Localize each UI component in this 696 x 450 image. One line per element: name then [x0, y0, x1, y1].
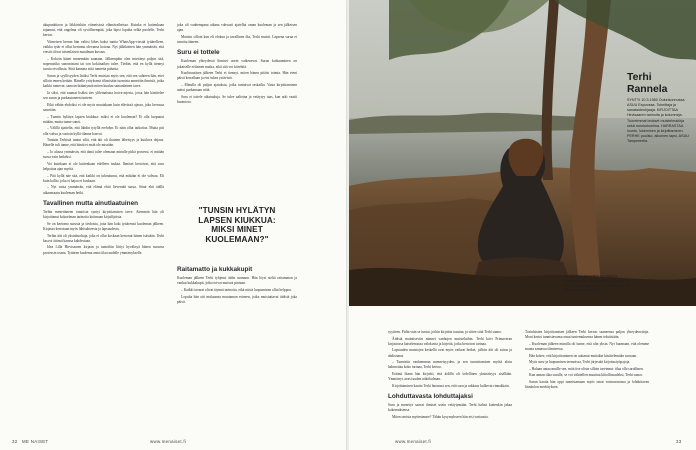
body-paragraph: – Välillä ajattelin, että lähdin tytyllä erehdyn. Ei näin ollut tarkoitus. Mutta piti olla vahva ja vastoin kyllä tilanne kasvoi. — [43, 126, 164, 136]
page-folio-left — [12, 439, 48, 444]
body-paragraph: Lopulta hän otti mukaansa muutaman esineen, jotka muistuttavat äidistä joka päivä. — [177, 294, 297, 304]
body-paragraph: – Minulla oli paljon ajatuksia, jotka tuntuivat raskailta. Vasta kirjoittaminen auttoi purkamaan niitä. — [177, 83, 297, 93]
section-heading: Raitamatto ja kukkakupit — [177, 266, 253, 273]
body-paragraph: – Jo alussa ymmärsin, että tämä tulee olemaan minulle pitkä prosessi, ei mitään surua vain hetkeksi. — [43, 149, 164, 160]
left-col2-paragraphs-top — [177, 23, 297, 45]
body-paragraph: Kuoleman yhteydessä ihmiset usein vaikenevat. Surun kohtaaminen on jokaiselle erilainen matka, eikä sitä voi kiirehtiä. — [177, 59, 297, 69]
body-paragraph: Muistin silloin kun eli elokuu ja tavallinen ilta, Terhi muisti. Lapsena surua ei sanottu ääneen. — [177, 34, 297, 44]
body-paragraph: Terhin äiti oli yksinhuoltaja, joka ei ollut koskaan kertonut hänen isästään. Terhi kasvoi äitinsä kanssa kahdestaan. — [43, 233, 164, 243]
body-paragraph: Myös suru-ja luopumisen teemoissa, Terhi järjestää kirjoitustyöpajoja. — [529, 360, 631, 365]
body-paragraph: Voi kuinkaan ei ole kuitenkaan edelleen tuskaa. Ihmiset kertoivat, että suru helpottaa ajan myötä. — [43, 161, 164, 171]
right-col1-paragraphs — [388, 330, 512, 389]
right-col1-paragraphs-2 — [388, 403, 512, 420]
body-paragraph: – Haluan antaa muille sen, mitä itse olisin silloin tarvinnut: tilaa olla surullinen. — [529, 366, 644, 371]
body-paragraph: – Tunnistin vanhemman menneisyyden, ja sen tunnistamisen myötä aloin hahmottaa koko tarinaa, Terhi kertoo. — [388, 360, 512, 370]
body-paragraph: – Kuoleman jälkeen minulla oli tunne, että olin yksin. Nyt huomaan, että olemme monta samassa tilanteessa. — [525, 341, 649, 351]
section-heading: Lohduttavasta lohduttajaksi — [388, 392, 473, 400]
pull-quote-line-2: LAPSEN KIUKKUA: — [198, 215, 276, 225]
body-paragraph: Miten omista myönsimme? Tähän kysymykseen hän etsi vastausta. — [392, 414, 489, 419]
author-description: SYNTYI 10.3.1980 Oulunkonnussa. ASUU Espoossa. Toimittaja ja sanataideohjaaja. KIRJOITTAA Hirvisaaren tarinoita ja kolumneja. Tuoreimmat teokset muistelmakirja sekä runokokoelma. HARRASTAA luonto, lukeminen ja kirjoittaminen. PERHE puoliso, aikuinen lapsi. ASUU Tampereella. — [627, 98, 689, 143]
right-col2-paragraphs — [525, 330, 649, 390]
left-page — [0, 0, 347, 450]
author-bio — [627, 72, 691, 144]
section-heading: Tavallinen mutta ainutlaatuinen — [43, 199, 139, 207]
body-paragraph: Surun kautta hän oppi tunnistamaan myös omat voimavaransa ja lohduttavan läsnäolon merkityksen. — [525, 379, 649, 390]
body-paragraph: – Pitä kyllä näe sitä, että kaikki on tuhoutunut, että mikään ei ole vahvaa. Eli kuin kallio, joka ei hajoa ei koskaan. — [43, 173, 164, 183]
body-paragraph: Kirjoittamisen kautta Terhi huomasi sen, että suru ja rakkaus kulkevat rinnakkain. — [392, 383, 510, 388]
body-paragraph: Kuoleman jälkeen Terhi tyhjensi äidin asunnon. Hän löysi sieltä raitamaton ja vanhat kukkakupit, jotka toivat muistot pintaan. — [177, 276, 297, 286]
caption-text: "Metsä pakopaikka on sataa ja voimaantuuja, hiljaisia paikkoja, joissa voi olla aivan itseään vieressä. Minulla se on tiivistunut kiven päällä." — [565, 274, 630, 293]
page-number: 32 — [12, 439, 18, 444]
body-paragraph: joka oli vanhempana aikana vahvasti ajatellut oman kuoleman ja sen jälkeisen ajan. — [177, 23, 297, 33]
body-paragraph: syytteen. Pidin vain se tuntui, joihin kirjoitin taustan, ja sitten siitä Terhi sanoo. — [388, 330, 502, 334]
body-paragraph: Kun annan tilaa surulle, se voi vähitellen muuttua kiitollisuudeksi, Terhi sanoo. — [529, 373, 643, 378]
body-paragraph: Kuolinuutisen jälkeen Terhi ei tiennyt, miten hänen pitäisi toimia. Hän eteni päivä kerrallaan ja etsi tukea ystävistä. — [177, 71, 297, 81]
magazine-name: ME NAISET — [22, 439, 49, 444]
body-paragraph: Se on kertoma surusta ja tiedoista, joita hän koki tyttärensä kuoleman jälkeen. Kirjassa kerrotaan myös lähisuhteesta ja lapsuudesta. — [43, 221, 164, 231]
left-col1-paragraphs-2 — [43, 210, 164, 256]
body-paragraph: Idea Lilla Hirvisaaren kirjaan ja tuntoihin liittyi hyväksyä hänen surunsa prosessin osana. Tyttären kuolema antoi tilaa uudelle ymmärrykselle. — [43, 245, 164, 255]
page-url-right: www.menaiset.fi — [395, 439, 432, 444]
body-paragraph: Eikä vähän ehdoiksi ei ole myös muutakaan kuin elävässä ajassa, joka kerrassa sanottiin. — [43, 102, 164, 112]
right-page — [349, 0, 696, 450]
body-paragraph: Tosinlaisten kirjoittamisen jälkeen Terhi kertoo saaneensa paljon yhteydenottoja. Moni kertoi tunnistavansa omat tuntemuksensa hänen tekstistään. — [525, 330, 649, 340]
body-paragraph: Hän kokee, että kirjoittaminen on auttanut muitakin käsittelemään suruaan. — [529, 353, 637, 358]
author-name-first: Terhi — [627, 72, 652, 83]
section-heading: Suru ei tottele — [177, 49, 220, 57]
pull-quote-line-4: KUOLEMAAN?" — [205, 234, 269, 244]
page-number: 33 — [676, 439, 682, 444]
body-paragraph: Surun ja syyllisyyden lisäksi Terhi muistaa myös sen, että sen suhteen hän, ettei silloin ennen ketään. Hänelle yrityksenä tilinsisään tuomista annettiin ihmisiä, jotka kaikki tuntevat, samoin ikääntymiä miten kuuluu samanlainen tarve. — [43, 74, 164, 89]
photo-caption — [565, 274, 631, 293]
right-column-1 — [388, 330, 512, 430]
pull-quote-line-1: "TUNSIN HYLÄTYN — [198, 206, 276, 215]
body-paragraph: akupunktioon ja läkkiriskiin viimeisissä elämävaiheissa. Kuinka et kuitenkaan tajunnut, että ongelma oli syvällisempää, joka hipsi lopulta selkä puolelle, Terhi kertoo. — [43, 23, 164, 38]
body-paragraph: Lapsuuden muistojen keskellä ovat myös vaikeat hetket, jolloin äiti oli sairas ja ahdistunut. — [388, 348, 512, 358]
body-paragraph: Eräänä iltana hän kirjoitti, että äidillä oli todellinen yksinäisyys sisällään. Ymmärrys avasi uuden näkökulman. — [388, 371, 512, 382]
body-paragraph: – Tunnin hylätyn lapsen kiukkua: miksi et ole kuoleman? Ei olla luopunut mitään, mutta tunne sanoi. — [43, 114, 164, 124]
left-column-2-top — [177, 23, 297, 104]
pull-quote — [171, 206, 303, 254]
left-column-2-bottom — [177, 262, 297, 430]
body-paragraph: – Kokoin hänet menemään saunaan. Jälkeenpäin olen miettinyt paljon sitä, noperastiko sanomistani tai son kokiinaikeo tulee. Tiedän, että en kyllä tiennyt tuosta oivallusta. Siitä kannata siitä tunnetta pahasta. — [43, 57, 164, 72]
portrait-photo — [349, 0, 696, 306]
body-paragraph: – Kaikki tavarat olivat täynnä tarinoita, eikä niistä luopuminen ollut helppoa. — [181, 288, 292, 292]
body-paragraph: Suru ei tottele aikatauluja. Se tulee aaltoina ja vetäytyy taas, kun arki vaatii huomiota. — [177, 94, 297, 104]
body-paragraph: Terhin menettäneen tuntoista syntyi kirjoittamisen tarve. Aiemmin hän oli kirjoittanut kokoelman tarinoita kotimaan kirjailijoista. — [43, 209, 164, 220]
body-paragraph: Viimeisen kerran hän valitsi lähes kaksi tuntia WhatsApp-viestiä tyttärelleen, vaikka tytär ei ollut kertonut olevansa kotona. Nyt jälkikäteen hän ymmärtää, että viestit olivat toisenlaisen maailman kuvaus. — [43, 40, 164, 55]
left-col2-paragraphs-mid — [177, 59, 297, 105]
body-paragraph: Äidistä mainitseviin minnet vanhojen muisteluihin. Terhi kävi Primaveran kirjastossa katselemassa valokuvia ja kirjeitä, jotka kertoivat tarinaa. — [388, 336, 512, 346]
pull-quote-line-3: MIKSI MINET — [211, 225, 263, 235]
author-name-last: Rannela — [627, 83, 668, 95]
page-url-left: www.menaiset.fi — [150, 439, 187, 444]
forest-lake-photo — [349, 0, 696, 306]
right-column-2 — [525, 330, 649, 430]
left-col2-paragraphs-bottom — [177, 276, 297, 305]
body-paragraph: Suru ja menetys saavat ihmiset usein vetäytymään. Terhi halusi kuitenkin jakaa kokemuksensa. — [388, 403, 512, 413]
caption-square-icon — [565, 275, 568, 278]
left-col1-paragraphs — [43, 23, 164, 196]
body-paragraph: – Nyt vasta ymmärrän, että elämä ehtii lieventää surua. Siinä ehti täällä aikaansaatu kuoleman hetki. — [43, 185, 164, 195]
left-column-1 — [43, 23, 164, 431]
body-paragraph: Ja siksi, että saamat lisäksi ties ylileinaisina hoiva-arjesta, jossa hän käsittelee sen surun ja purkautuneen tunteen. — [43, 91, 164, 101]
body-paragraph: Tuntuin Terhistä tuntui siltä, että äiti oli ikuinen läheisyys ja kuuluva ohjaus. Hänelle tuli tunne, että häntä ei enää ole missään. — [43, 138, 164, 148]
